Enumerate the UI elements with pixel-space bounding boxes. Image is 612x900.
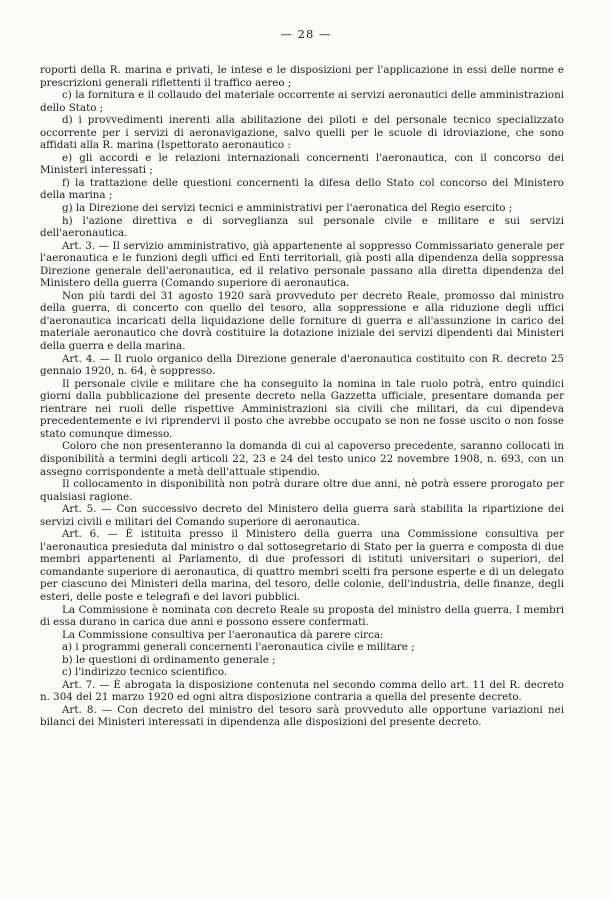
list-item: h) l'azione direttiva e di sorveglianza sul personale civile e militare e sui servizi dell'aeronautica. xyxy=(40,214,564,240)
paragraph: La Commissione consultiva per l'aeronautica dà parere circa: xyxy=(62,628,384,641)
paragraph: Coloro che non presenteranno la domanda di cui al capoverso precedente, saranno collocati in disponibilità a termini degli articoli 22, 23 e 24 del testo unico 22 novembre 1908, n. 693, con un assegno corrispondente a metà dell'attuale stipendio. xyxy=(40,440,564,478)
article-7: Art. 7. — È abrogata la disposizione contenuta nel secondo comma dello art. 11 del R. decreto n. 304 del 21 marzo 1920 ed ogni altra disposizione contraria a quella del presente decreto. xyxy=(40,678,564,704)
paragraph: Non più tardi del 31 agosto 1920 sarà provveduto per decreto Reale, promosso dal ministro della guerra, di concerto con quello del tesoro, alla soppressione e alla riduzione degli uffici d'aeronautica incaricati della liquidazione delle forniture di guerra e all'assunzione in carico del materiale aeronautico che dovrà costituire la dotazione iniziale dei servizi dipendenti dai Ministeri della guerra e della marina. xyxy=(40,289,564,353)
list-item: e) gli accordi e le relazioni internazionali concernenti l'aeronautica, con il concorso dei Ministeri interessati ; xyxy=(40,151,564,177)
list-item: a) i programmi generali concernenti l'aeronautica civile e militare ; xyxy=(62,641,415,654)
article-8: Art. 8. — Con decreto del ministro del tesoro sarà provveduto alle opportune variazioni nei bilanci dei Ministeri interessati in dipendenza alle disposizioni del presente decreto. xyxy=(40,703,564,729)
list-item: c) l'indirizzo tecnico scientifico. xyxy=(62,666,228,679)
list-item: d) i provvedimenti inerenti alla abilitazione dei piloti e del personale tecnico specializzato occorrente per i servizi di aeronavigazione, salvo quelli per le scuole di idroviazione, che sono affidati alla R. marina (Ispettorato aeronautico : xyxy=(40,114,564,152)
list-item: g) la Direzione dei servizi tecnici e amministrativi per l'aeronatica del Regio esercito ; xyxy=(62,202,513,215)
article-4: Art. 4. — Il ruolo organico della Direzione generale d'aeronautica costituito con R. decreto 25 gennaio 1920, n. 64, è soppresso. xyxy=(40,352,564,378)
list-item: b) le questioni di ordinamento generale ; xyxy=(62,653,276,666)
article-5: Art. 5. — Con successivo decreto del Ministero della guerra sarà stabilita la ripartizione dei servizi civili e militari del Comando superiore di aeronautica. xyxy=(40,503,564,528)
list-item: f) la trattazione delle questioni concernenti la difesa dello Stato col concorso del Ministero della marina ; xyxy=(40,176,564,202)
article-6: Art. 6. — È istituita presso il Ministero della guerra una Commissione consultiva per l'aeronautica presieduta dal ministro o dal sottosegretario di Stato per la guerra e composta di due membri appartenenti al Parlamento, di due professori di istituti universitari o superiori, del comandante superiore di aeronautica, di quattro membri scelti fra persone esperte e di un delegato per ciascuno dei Ministeri della marina, del tesoro, delle colonie, dell'industria, delle finanze, degli esteri, delle poste e telegrafi e dei lavori pubblici. xyxy=(40,528,564,603)
paragraph: Il collocamento in disponibilità non potrà durare oltre due anni, nè potrà essere prorogato per qualsiasi ragione. xyxy=(40,478,564,503)
document-body xyxy=(40,64,564,729)
page-number: — 28 — xyxy=(280,27,332,41)
paragraph: roporti della R. marina e privati, le intese e le disposizioni per l'applicazione in essi delle norme e prescrizioni generali riflettenti il traffico aereo ; xyxy=(40,64,564,89)
paragraph: La Commissione è nominata con decreto Reale su proposta del ministro della guerra. I membri di essa durano in carica due anni e possono essere confermati. xyxy=(40,603,564,629)
article-3: Art. 3. — Il servizio amministrativo, già appartenente al soppresso Commissariato generale per l'aeronautica e le funzioni degli uffici ed Enti territoriali, già posti alla dipendenza della soppressa Direzione generale dell'aeronautica, ed il relativo personale passano alla diretta dipendenza del Ministero della guerra (Comando superiore di aeronautica. xyxy=(40,239,564,290)
list-item: c) la fornitura e il collaudo del materiale occorrente ai servizi aeronautici delle amministrazioni dello Stato ; xyxy=(40,89,564,114)
paragraph: Il personale civile e militare che ha conseguito la nomina in tale ruolo potrà, entro quindici giorni dalla pubblicazione del presente decreto nella Gazzetta ufficiale, presentare domanda per rientrare nei ruoli delle rispettive Amministrazioni sia civili che militari, da cui dipendeva precedentemente e ivi riprendervi il posto che avrebbe occupato se non ne fosse uscito o non fosse stato comunque dimesso. xyxy=(40,377,564,440)
